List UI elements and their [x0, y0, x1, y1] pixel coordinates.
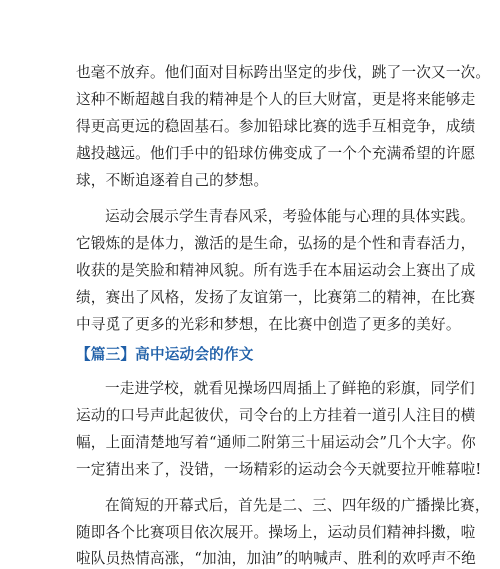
paragraph-2-line-5: 中寻觅了更多的光彩和梦想，在比赛中创造了更多的美好。	[76, 316, 461, 333]
paragraph-1-line-1: 也毫不放弃。他们面对目标跨出坚定的步伐，跳了一次又一次。	[76, 64, 491, 81]
paragraph-3-line-1: 一走进学校，就看见操场四周插上了鲜艳的彩旗，同学们	[105, 380, 475, 397]
paragraph-4-line-2: 随即各个比赛项目依次展开。操场上，运动员们精神抖擞，啦	[76, 524, 476, 541]
paragraph-1-line-4: 越投越远。他们手中的铅球仿佛变成了一个个充满希望的许愿	[76, 145, 476, 162]
paragraph-1-line-5: 球，不断追逐着自己的梦想。	[76, 172, 269, 189]
paragraph-3-line-3: 幅，上面清楚地写着“通师二附第三十届运动会”几个大字。你	[76, 434, 476, 451]
paragraph-2-line-2: 它锻炼的是体力，激活的是生命，弘扬的是个性和青春活力，	[76, 235, 476, 252]
paragraph-2-line-3: 收获的是笑脸和精神风貌。所有选手在本届运动会上赛出了成	[76, 262, 476, 279]
paragraph-3-line-2: 运动的口号声此起彼伏，司令台的上方挂着一道引人注目的横	[76, 407, 476, 424]
paragraph-2-line-1: 运动会展示学生青春风采，考验体能与心理的具体实践。	[105, 208, 475, 225]
paragraph-4-line-3: 啦队员热情高涨，“加油，加油”的呐喊声、胜利的欢呼声不绝	[76, 550, 476, 567]
paragraph-1-line-2: 这种不断超越自我的精神是个人的巨大财富，更是将来能够走	[76, 91, 476, 108]
paragraph-1-line-3: 得更高更远的稳固基石。参加铅球比赛的选手互相竞争，成绩	[76, 118, 476, 135]
paragraph-3-line-4: 一定猜出来了，没错，一场精彩的运动会今天就要拉开帷幕啦!	[76, 461, 482, 478]
section-heading: 【篇三】高中运动会的作文	[76, 346, 254, 363]
paragraph-4-line-1: 在简短的开幕式后，首先是二、三、四年级的广播操比赛，	[105, 497, 490, 514]
paragraph-2-line-4: 绩，赛出了风格，发扬了友谊第一，比赛第二的精神，在比赛	[76, 289, 476, 306]
